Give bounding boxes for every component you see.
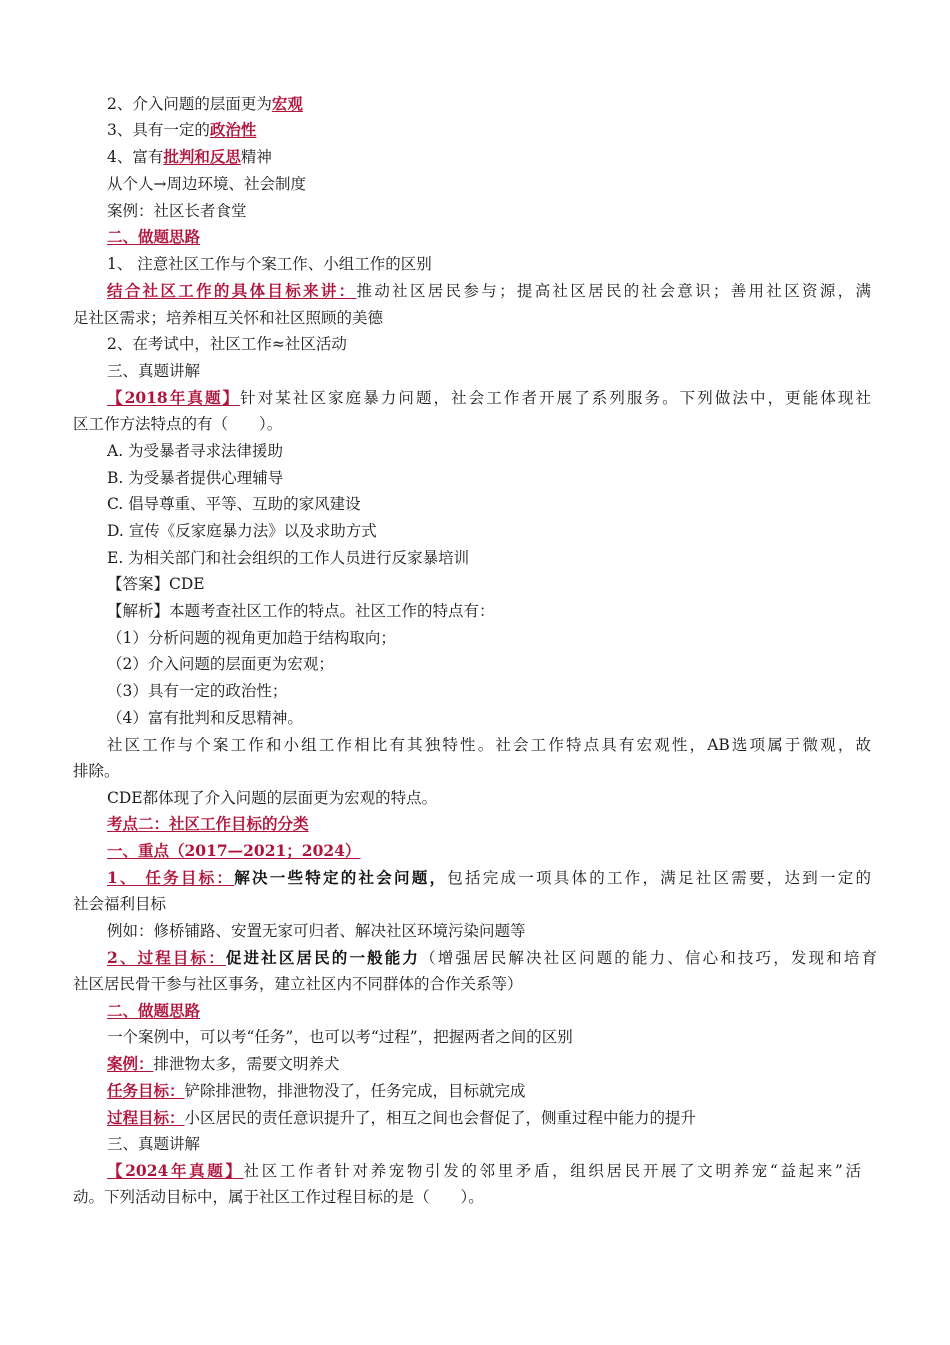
text-line: 从个人→周边环境、社会制度 (107, 175, 306, 193)
option-e: E. 为相关部门和社会组织的工作人员进行反家暴培训 (107, 549, 470, 567)
text-line: 足社区需求；培养相互关怀和社区照顾的美德 (73, 309, 384, 327)
highlight-text: 2、过程目标： (107, 948, 226, 967)
text-line (107, 145, 272, 169)
highlight-text: 案例： (107, 1054, 154, 1073)
analysis-line: 【解析】本题考查社区工作的特点。社区工作的特点有： (107, 602, 495, 620)
text-line (107, 946, 877, 970)
text-line: 社区居民骨干参与社区事务，建立社区内不同群体的合作关系等） (73, 975, 523, 993)
text-span: （增强居民解决社区问题的能力、信心和技巧，发现和培育 (420, 949, 877, 967)
text-line (107, 1052, 340, 1076)
text-line (107, 1079, 526, 1103)
bold-text: 解决一些特定的社会问题， (234, 868, 448, 887)
highlight-text: 过程目标： (107, 1108, 185, 1127)
highlight-text: 宏观 (271, 94, 303, 113)
text-line: 区工作方法特点的有（ ）。 (73, 415, 283, 433)
exam-tag: 【2024年真题】 (107, 1161, 244, 1180)
text-span: 精神 (240, 148, 272, 166)
text-line (107, 386, 871, 410)
text-line (107, 866, 871, 890)
answer-line: 【答案】CDE (107, 575, 205, 593)
text-line: 三、真题讲解 (107, 362, 201, 380)
text-line: 一个案例中，可以考“任务”，也可以考“过程”，把握两者之间的区别 (107, 1028, 573, 1046)
text-span: 2、介入问题的层面更为 (107, 95, 272, 113)
section-heading: 二、做题思路 (107, 1001, 201, 1020)
text-span: 4、富有 (107, 148, 164, 166)
text-span: 小区居民的责任意识提升了，相互之间也会督促了，侧重过程中能力的提升 (184, 1109, 697, 1127)
option-b: B. 为受暴者提供心理辅导 (107, 469, 284, 487)
exam-tag: 【2018年真题】 (107, 388, 241, 407)
text-line: （1）分析问题的视角更加趋于结构取向； (107, 629, 396, 647)
text-span: 包括完成一项具体的工作，满足社区需要，达到一定的 (447, 869, 871, 887)
text-line (107, 1106, 696, 1130)
text-line: 三、真题讲解 (107, 1135, 201, 1153)
text-line: （2）介入问题的层面更为宏观； (107, 655, 334, 673)
text-line: 1、 注意社区工作与个案工作、小组工作的区别 (107, 255, 432, 273)
text-line (107, 1159, 861, 1183)
text-line: CDE都体现了介入问题的层面更为宏观的特点。 (107, 789, 438, 807)
text-span: 排泄物太多，需要文明养犬 (153, 1055, 340, 1073)
text-line (107, 118, 256, 142)
text-line: （4）富有批判和反思精神。 (107, 709, 303, 727)
text-line: 例如：修桥铺路、安置无家可归者、解决社区环境污染问题等 (107, 922, 526, 940)
highlight-text: 任务目标： (107, 1081, 185, 1100)
text-line (107, 279, 871, 303)
text-line: 社会福利目标 (73, 895, 167, 913)
text-line: 2、在考试中，社区工作≈社区活动 (107, 335, 347, 353)
text-span: 社区工作者针对养宠物引发的邻里矛盾，组织居民开展了文明养宠“益起来”活 (243, 1162, 861, 1180)
text-line: 排除。 (73, 762, 120, 780)
text-line: 案例：社区长者食堂 (107, 202, 247, 220)
section-heading: 二、做题思路 (107, 227, 201, 246)
option-a: A. 为受暴者寻求法律援助 (107, 442, 284, 460)
option-c: C. 倡导尊重、平等、互助的家风建设 (107, 495, 361, 513)
text-span: 3、具有一定的 (107, 121, 210, 139)
text-line: （3）具有一定的政治性； (107, 682, 288, 700)
option-d: D. 宣传《反家庭暴力法》以及求助方式 (107, 522, 377, 540)
text-line: 社区工作与个案工作和小组工作相比有其独特性。社会工作特点具有宏观性，AB选项属于微观，故 (107, 736, 871, 754)
highlight-text: 批判和反思 (163, 147, 241, 166)
bold-text: 促进社区居民的一般能力 (225, 948, 421, 967)
text-span: 铲除排泄物，排泄物没了，任务完成，目标就完成 (184, 1082, 526, 1100)
highlight-text: 政治性 (209, 120, 257, 139)
text-span: 推动社区居民参与；提高社区居民的社会意识；善用社区资源，满 (356, 282, 871, 300)
text-line: 动。下列活动目标中，属于社区工作过程目标的是（ ）。 (73, 1188, 484, 1206)
section-heading: 一、重点（2017—2021；2024） (107, 841, 361, 860)
text-line (107, 92, 303, 116)
text-span: 针对某社区家庭暴力问题，社会工作者开展了系列服务。下列做法中，更能体现社 (240, 389, 871, 407)
section-heading: 考点二：社区工作目标的分类 (107, 814, 309, 833)
highlight-text: 结合社区工作的具体目标来讲： (107, 281, 357, 300)
highlight-text: 1、 任务目标： (107, 868, 235, 887)
